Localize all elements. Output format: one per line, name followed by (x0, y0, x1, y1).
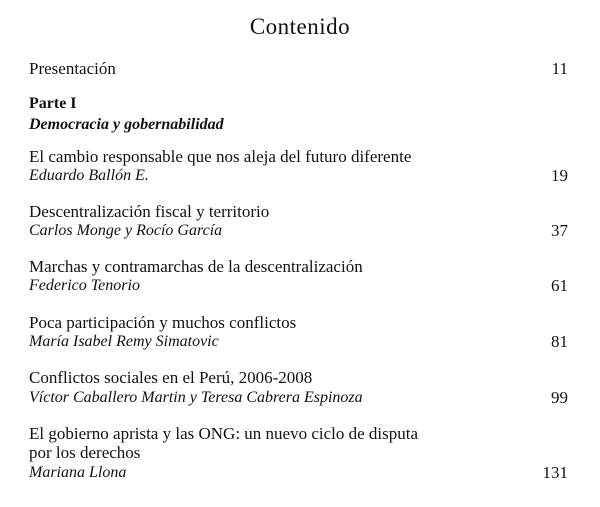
entry-title: Marchas y contramarchas de la descentralización (29, 257, 363, 276)
page-number: 81 (551, 332, 568, 351)
page-title: Contenido (249, 14, 351, 39)
page-number: 131 (542, 463, 568, 482)
page-number: 11 (551, 59, 568, 78)
entry-title: El cambio responsable que nos aleja del futuro diferente (29, 147, 412, 166)
page-number: 61 (551, 276, 568, 295)
entry-title: Descentralización fiscal y territorio (29, 202, 270, 221)
entry-title-continued: por los derechos (29, 443, 141, 462)
page-number: 99 (551, 388, 568, 407)
entry-author: Víctor Caballero Martin y Teresa Cabrera Espinoza (29, 389, 363, 406)
entry-title: Conflictos sociales en el Perú, 2006-2008 (29, 368, 313, 387)
entry-author: Mariana Llona (29, 464, 127, 481)
entry-title: El gobierno aprista y las ONG: un nuevo ciclo de disputa (29, 424, 419, 443)
page-number: 19 (551, 166, 568, 185)
page-number: 37 (551, 221, 568, 240)
entry-author: Eduardo Ballón E. (29, 167, 149, 184)
entry-author: Carlos Monge y Rocío García (29, 222, 223, 239)
entry-author: Federico Tenorio (29, 277, 140, 294)
part-label: Parte I (29, 95, 77, 112)
entry-title: Presentación (29, 59, 116, 78)
entry-author: María Isabel Remy Simatovic (29, 333, 219, 350)
part-subtitle: Democracia y gobernabilidad (29, 116, 224, 133)
entry-title: Poca participación y muchos conflictos (29, 313, 297, 332)
